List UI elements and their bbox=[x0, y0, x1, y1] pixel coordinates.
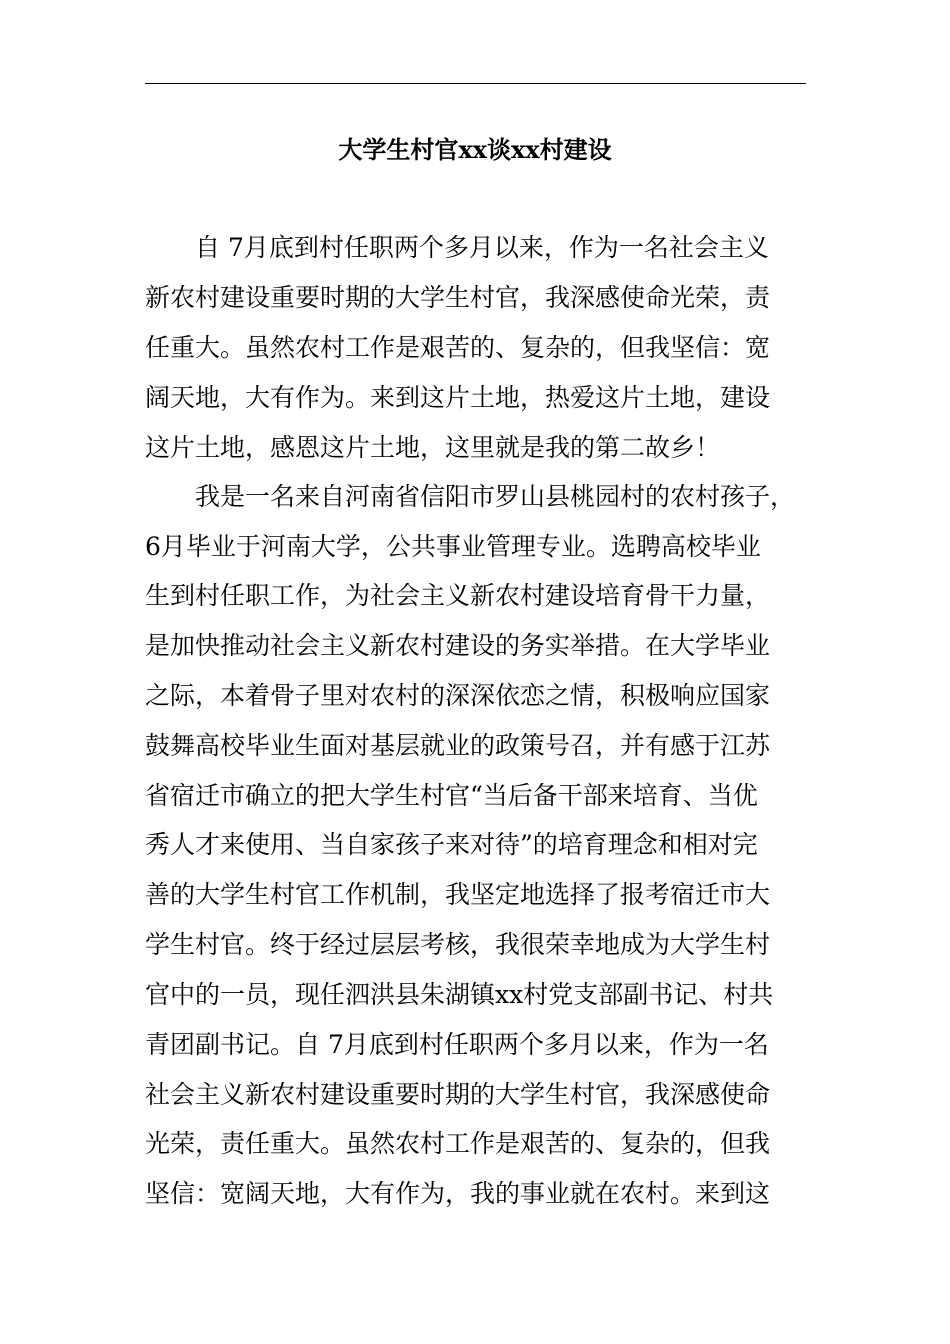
body-line: 秀人才来使用、当自家孩子来对待”的培育理念和相对完 bbox=[145, 830, 758, 859]
body-line: 社会主义新农村建设重要时期的大学生村官，我深感使命 bbox=[145, 1080, 771, 1109]
body-line: 任重大。虽然农村工作是艰苦的、复杂的，但我坚信：宽 bbox=[145, 333, 771, 362]
body-line: 是加快推动社会主义新农村建设的务实举措。在大学毕业 bbox=[145, 631, 771, 660]
body-line: 新农村建设重要时期的大学生村官，我深感使命光荣，责 bbox=[145, 283, 771, 312]
document-title: 大学生村官xx谈xx村建设 bbox=[338, 135, 612, 164]
body-line: 坚信：宽阔天地，大有作为，我的事业就在农村。来到这 bbox=[145, 1179, 771, 1208]
body-line: 学生村官。终于经过层层考核，我很荣幸地成为大学生村 bbox=[145, 930, 771, 959]
body-line: 阔天地，大有作为。来到这片土地，热爱这片土地，建设 bbox=[145, 383, 771, 412]
body-line: 我是一名来自河南省信阳市罗山县桃园村的农村孩子， bbox=[145, 482, 796, 511]
body-line: 这片土地，感恩这片土地，这里就是我的第二故乡！ bbox=[145, 433, 721, 462]
body-line: 光荣，责任重大。虽然农村工作是艰苦的、复杂的，但我 bbox=[145, 1129, 771, 1158]
body-line: 6月毕业于河南大学，公共事业管理专业。选聘高校毕业 bbox=[145, 532, 761, 561]
body-line: 青团副书记。自 7月底到村任职两个多月以来，作为一名 bbox=[145, 1030, 769, 1059]
body-line: 生到村任职工作，为社会主义新农村建设培育骨干力量， bbox=[145, 581, 771, 610]
body-line: 自 7月底到村任职两个多月以来，作为一名社会主义 bbox=[145, 233, 769, 262]
header-rule bbox=[145, 83, 806, 84]
body-line: 省宿迁市确立的把大学生村官“当后备干部来培育、当优 bbox=[145, 781, 758, 810]
body-line: 鼓舞高校毕业生面对基层就业的政策号召，并有感于江苏 bbox=[145, 731, 771, 760]
body-line: 之际，本着骨子里对农村的深深依恋之情，积极响应国家 bbox=[145, 681, 771, 710]
body-line: 善的大学生村官工作机制，我坚定地选择了报考宿迁市大 bbox=[145, 880, 771, 909]
body-line: 官中的一员，现任泗洪县朱湖镇xx村党支部副书记、村共 bbox=[145, 980, 774, 1009]
